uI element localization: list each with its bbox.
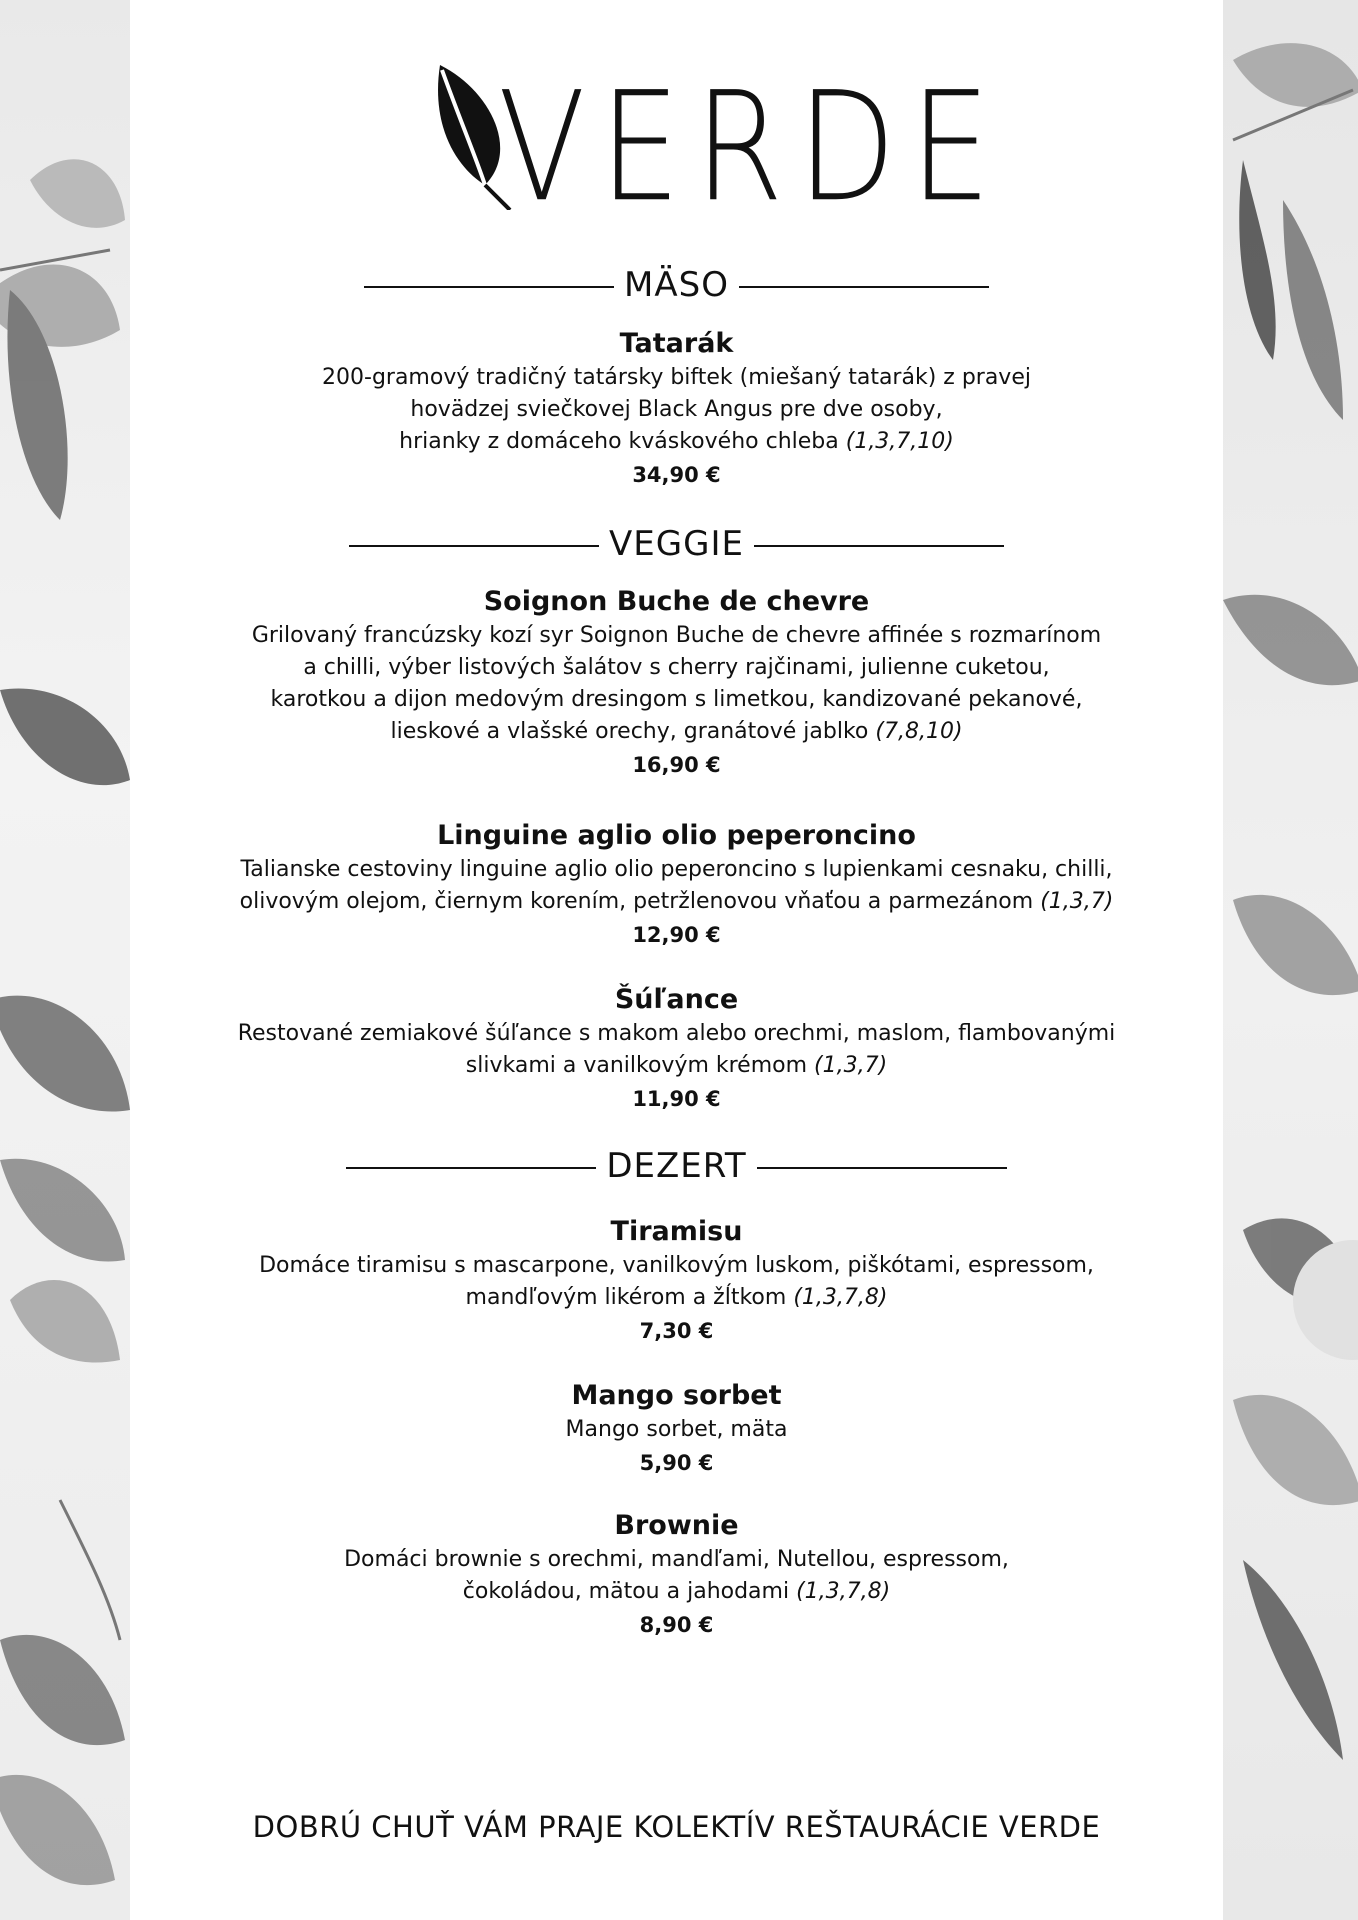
right-foliage-decoration: [1223, 0, 1358, 1920]
verde-logo: [430, 55, 1005, 236]
divider-line: [364, 286, 614, 288]
item-name: Tatarák: [619, 328, 734, 359]
section-title: VEGGIE: [609, 524, 744, 564]
menu-item: [130, 1508, 1223, 1642]
divider-line: [346, 1167, 596, 1169]
item-description: Restované zemiakové šúľance s makom alebo orechmi, maslom, flambovanými slivkami a vanilkovým krémom (1,3,7): [237, 1021, 1116, 1078]
item-price: 34,90 €: [632, 463, 721, 487]
divider-line: [754, 545, 1004, 547]
item-description: Domáci brownie s orechmi, mandľami, Nutellou, espressom, čokoládou, mätou a jahodami (1,3,7,8): [344, 1547, 1009, 1604]
menu-item: [130, 584, 1223, 782]
item-name: Soignon Buche de chevre: [483, 586, 870, 617]
menu-item: [130, 982, 1223, 1116]
item-price: 16,90 €: [632, 753, 721, 777]
item-name: Linguine aglio olio peperoncino: [437, 820, 916, 851]
menu-item: [130, 818, 1223, 952]
item-price: 5,90 €: [639, 1451, 714, 1475]
menu-item: [130, 1378, 1223, 1480]
section-title: DEZERT: [606, 1146, 747, 1186]
item-allergens: (1,3,7,8): [793, 1285, 888, 1310]
item-description: 200-gramový tradičný tatársky biftek (miešaný tatarák) z pravej hovädzej sviečkovej Black Angus pre dve osoby, hrianky z domáceho kváskového chleba (1,3,7,10): [322, 365, 1031, 454]
item-allergens: (1,3,7,10): [845, 429, 954, 454]
left-foliage-decoration: [0, 0, 130, 1920]
item-description: Mango sorbet, mäta: [565, 1417, 788, 1442]
item-name: Mango sorbet: [571, 1380, 782, 1411]
item-price: 7,30 €: [639, 1319, 714, 1343]
menu-item: [130, 1214, 1223, 1348]
item-allergens: (7,8,10): [875, 719, 963, 744]
item-description: Grilovaný francúzsky kozí syr Soignon Buche de chevre affinée s rozmarínom a chilli, výber listových šalátov s cherry rajčinami, julienne cuketou, karotkou a dijon medovým dresingom s limetkou, kandizované pekanové, lieskové a vlašské orechy, granátové jablko (7,8,10): [251, 623, 1102, 744]
divider-line: [757, 1167, 1007, 1169]
item-description: Talianske cestoviny linguine aglio olio peperoncino s lupienkami cesnaku, chilli, olivovým olejom, čiernym korením, petržlenovou vňaťou a parmezánom (1,3,7): [239, 857, 1114, 914]
item-name: Brownie: [614, 1510, 739, 1541]
item-price: 8,90 €: [639, 1613, 714, 1637]
section-heading-veggie: [130, 524, 1223, 564]
section-title: MÄSO: [624, 265, 729, 305]
section-heading-dezert: [130, 1146, 1223, 1186]
item-allergens: (1,3,7): [814, 1053, 888, 1078]
divider-line: [349, 545, 599, 547]
item-allergens: (1,3,7): [1040, 889, 1114, 914]
item-allergens: (1,3,7,8): [796, 1579, 891, 1604]
item-name: Šúľance: [614, 984, 739, 1015]
item-price: 12,90 €: [632, 923, 721, 947]
item-name: Tiramisu: [610, 1216, 743, 1247]
item-price: 11,90 €: [632, 1087, 721, 1111]
item-description: Domáce tiramisu s mascarpone, vanilkovým luskom, piškótami, espressom, mandľovým likérom a žĺtkom (1,3,7,8): [259, 1253, 1094, 1310]
footer-message: DOBRÚ CHUŤ VÁM PRAJE KOLEKTÍV REŠTAURÁCIE VERDE: [252, 1810, 1101, 1844]
divider-line: [739, 286, 989, 288]
logo-text: VERDE: [498, 60, 1005, 236]
menu-item: [130, 326, 1223, 492]
section-heading-maso: [130, 265, 1223, 305]
